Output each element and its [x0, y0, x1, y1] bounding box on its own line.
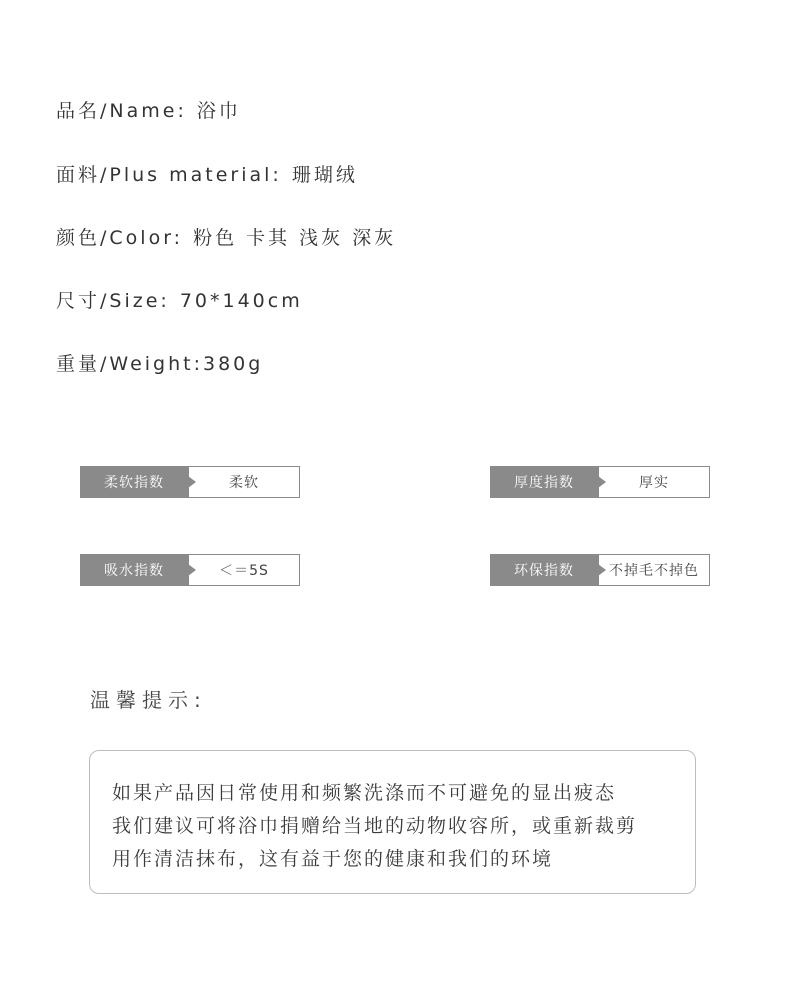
spec-color-value: 粉色 卡其 浅灰 深灰 — [193, 227, 397, 249]
spec-size — [56, 286, 303, 313]
softness-index-label: 柔软指数 — [80, 466, 188, 498]
spec-size-value: 70*140cm — [179, 290, 303, 312]
spec-color-label: 颜色/Color: — [56, 227, 184, 249]
softness-index-badge — [80, 466, 300, 498]
eco-index-value: 不掉毛不掉色 — [598, 554, 710, 586]
eco-index-badge — [490, 554, 710, 586]
spec-material-value: 珊瑚绒 — [291, 164, 358, 186]
spec-material-label: 面料/Plus material: — [56, 164, 282, 186]
thickness-index-value: 厚实 — [598, 466, 710, 498]
tip-line: 我们建议可将浴巾捐赠给当地的动物收容所，或重新裁剪 — [112, 815, 638, 837]
spec-size-label: 尺寸/Size: — [56, 290, 170, 312]
spec-weight — [56, 349, 263, 376]
tip-line: 用作清洁抹布，这有益于您的健康和我们的环境 — [112, 848, 554, 870]
spec-name-label: 品名/Name: — [56, 100, 187, 122]
thickness-index-badge — [490, 466, 710, 498]
tip-box — [89, 750, 696, 894]
spec-material — [56, 160, 358, 187]
tip-line: 如果产品因日常使用和频繁洗涤而不可避免的显出疲态 — [112, 782, 617, 804]
tip-title: 温馨提示: — [90, 688, 207, 712]
softness-index-value: 柔软 — [188, 466, 300, 498]
thickness-index-label: 厚度指数 — [490, 466, 598, 498]
spec-name — [56, 96, 241, 123]
absorbency-index-label: 吸水指数 — [80, 554, 188, 586]
spec-weight-label: 重量/Weight:380g — [56, 353, 264, 375]
eco-index-label: 环保指数 — [490, 554, 598, 586]
spec-color — [56, 223, 396, 250]
absorbency-index-value: ＜＝5S — [188, 554, 300, 586]
absorbency-index-badge — [80, 554, 300, 586]
spec-name-value: 浴巾 — [196, 100, 241, 122]
